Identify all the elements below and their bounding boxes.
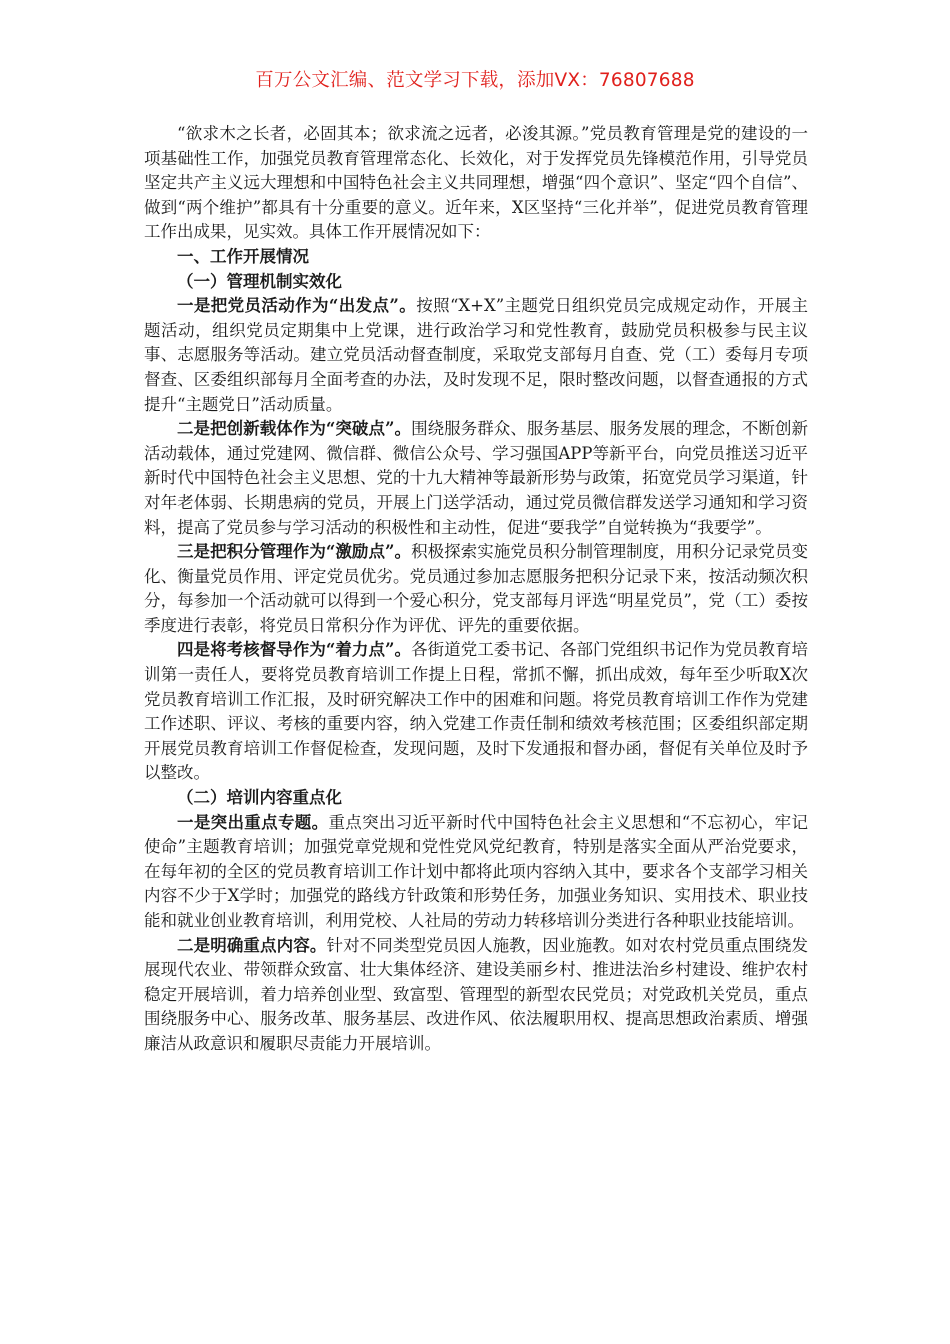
paragraph-1-1 [144, 294, 808, 417]
paragraph-text: 各街道党工委书记、各部门党组织书记作为党员教育培训第一责任人，要将党员教育培训工作提上日程，常抓不懈，抓出成效，每年至少听取X次党员教育培训工作汇报，及时研究解决工作中的困难和问题。将党员教育培训工作作为党建工作述职、评议、考核的重要内容，纳入党建工作责任制和绩效考核范围；区委组织部定期开展党员教育培训工作督促检查，发现问题，及时下发通报和督办函，督促有关单位及时予以整改。 [144, 640, 809, 783]
paragraph-text: 积极探索实施党员积分制管理制度，用积分记录党员变化、衡量党员作用、评定党员优劣。党员通过参加志愿服务把积分记录下来，按活动频次积分，每参加一个活动就可以得到一个爱心积分，党支部每月评选“明星党员”，党（工）委按季度进行表彰，将党员日常积分作为评优、评先的重要依据。 [144, 542, 809, 635]
paragraph-1-3 [144, 540, 808, 638]
paragraph-1-2 [144, 417, 808, 540]
paragraph-text: 围绕服务群众、服务基层、服务发展的理念，不断创新活动载体，通过党建网、微信群、微信公众号、学习强国APP等新平台，向党员推送习近平新时代中国特色社会主义思想、党的十九大精神等最新形势与政策，拓宽党员学习渠道，针对年老体弱、长期患病的党员，开展上门送学活动，通过党员微信群发送学习通知和学习资料，提高了党员参与学习活动的积极性和主动性，促进“要我学”自觉转换为“我要学”。 [144, 419, 809, 537]
subsection-heading-1: （一）管理机制实效化 [177, 271, 342, 291]
document-body [144, 122, 808, 1057]
paragraph-text: 针对不同类型党员因人施教，因业施教。如对农村党员重点围绕发展现代农业、带领群众致富、壮大集体经济、建设美丽乡村、推进法治乡村建设、维护农村稳定开展培训，着力培养创业型、致富型、管理型的新型农民党员；对党政机关党员，重点围绕服务中心、服务改革、服务基层、改进作风、依法履职用权、提高思想政治素质、增强廉洁从政意识和履职尽责能力开展培训。 [144, 935, 809, 1053]
paragraph-lead: 一是突出重点专题。 [177, 812, 329, 832]
paragraph-2-1 [144, 811, 808, 934]
header-banner: 百万公文汇编、范文学习下载，添加VX：76807688 [255, 70, 695, 91]
paragraph-lead: 四是将考核督导作为“着力点”。 [177, 640, 412, 660]
paragraph-lead: 二是明确重点内容。 [177, 935, 327, 955]
intro-paragraph: “欲求木之长者，必固其本；欲求流之远者，必浚其源。”党员教育管理是党的建设的一项基础性工作，加强党员教育管理常态化、长效化，对于发挥党员先锋模范作用，引导党员坚定共产主义远大理想和中国特色社会主义共同理想，增强“四个意识”、坚定“四个自信”、做到“两个维护”都具有十分重要的意义。近年来，X区坚持“三化并举”，促进党员教育管理工作出成果，见实效。具体工作开展情况如下： [144, 124, 808, 242]
subsection-heading-2: （二）培训内容重点化 [177, 788, 342, 808]
paragraph-2-2 [144, 934, 808, 1057]
paragraph-lead: 三是把积分管理作为“激励点”。 [177, 542, 412, 562]
paragraph-lead: 一是把党员活动作为“出发点”。 [177, 296, 417, 316]
paragraph-1-4 [144, 638, 808, 786]
paragraph-text: 按照“X+X”主题党日组织党员完成规定动作，开展主题活动，组织党员定期集中上党课，进行政治学习和党性教育，鼓励党员积极参与民主议事、志愿服务等活动。建立党员活动督查制度，采取党支部每月自查、党（工）委每月专项督查、区委组织部每月全面考查的办法，及时发现不足，限时整改问题，以督查通报的方式提升“主题党日”活动质量。 [144, 296, 808, 414]
paragraph-text: 重点突出习近平新时代中国特色社会主义思想和“不忘初心，牢记使命”主题教育培训；加强党章党规和党性党风党纪教育，特别是落实全面从严治党要求，在每年初的全区的党员教育培训工作计划中都将此项内容纳入其中，要求各个支部学习相关内容不少于X学时；加强党的路线方针政策和形势任务，加强业务知识、实用技术、职业技能和就业创业教育培训，利用党校、人社局的劳动力转移培训分类进行各种职业技能培训。 [144, 812, 809, 930]
paragraph-lead: 二是把创新载体作为“突破点”。 [177, 419, 412, 439]
section-heading-1: 一、工作开展情况 [177, 246, 309, 266]
